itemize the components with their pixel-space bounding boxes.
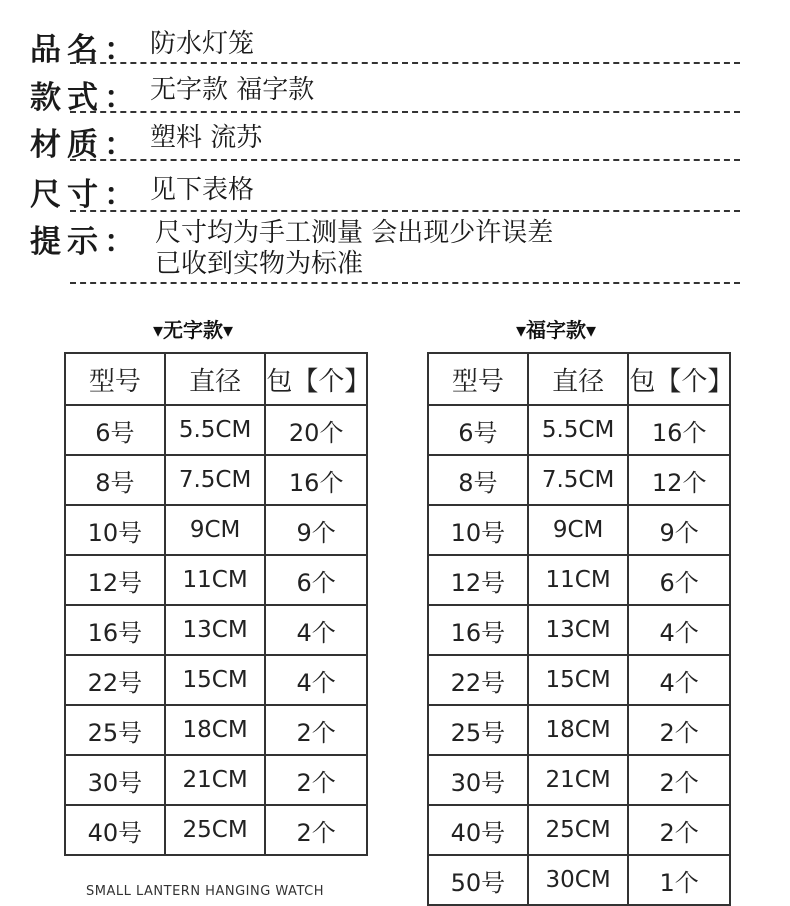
table-row <box>428 755 730 805</box>
footer-caption: SMALL LANTERN HANGING WATCH <box>86 884 324 899</box>
model-cell: 10号 <box>65 505 165 555</box>
header-pack: 包【个】 <box>628 353 730 405</box>
model-cell: 12号 <box>428 555 528 605</box>
header-diameter: 直径 <box>528 353 629 405</box>
qty-cell: 4个 <box>628 605 730 655</box>
note-line-1: 尺寸均为手工测量 会出现少许误差 <box>155 218 554 248</box>
table-row <box>65 805 367 855</box>
style-label: 款式： <box>30 80 141 116</box>
table-row <box>65 755 367 805</box>
qty-cell: 12个 <box>628 455 730 505</box>
qty-cell: 20个 <box>265 405 367 455</box>
qty-cell: 16个 <box>628 405 730 455</box>
divider <box>70 159 740 161</box>
diameter-cell: 13CM <box>165 605 266 655</box>
model-cell: 30号 <box>65 755 165 805</box>
diameter-cell: 13CM <box>528 605 629 655</box>
model-cell: 8号 <box>428 455 528 505</box>
table-row <box>428 505 730 555</box>
diameter-cell: 11CM <box>528 555 629 605</box>
size-label: 尺寸： <box>30 177 141 213</box>
fu-table-title: ▾福字款▾ <box>516 318 597 342</box>
fu-size-table <box>427 352 734 906</box>
diameter-cell: 15CM <box>528 655 629 705</box>
model-cell: 6号 <box>428 405 528 455</box>
diameter-cell: 15CM <box>165 655 266 705</box>
model-cell: 22号 <box>428 655 528 705</box>
model-cell: 25号 <box>428 705 528 755</box>
model-cell: 6号 <box>65 405 165 455</box>
qty-cell: 6个 <box>628 555 730 605</box>
qty-cell: 2个 <box>628 805 730 855</box>
qty-cell: 2个 <box>628 705 730 755</box>
table-row <box>428 605 730 655</box>
model-cell: 50号 <box>428 855 528 905</box>
table-row <box>428 405 730 455</box>
diameter-cell: 30CM <box>528 855 629 905</box>
diameter-cell: 7.5CM <box>165 455 266 505</box>
model-cell: 25号 <box>65 705 165 755</box>
model-cell: 10号 <box>428 505 528 555</box>
diameter-cell: 25CM <box>528 805 629 855</box>
qty-cell: 2个 <box>628 755 730 805</box>
qty-cell: 6个 <box>265 555 367 605</box>
qty-cell: 2个 <box>265 805 367 855</box>
diameter-cell: 11CM <box>165 555 266 605</box>
product-name-value: 防水灯笼 <box>150 29 255 59</box>
table-row <box>428 555 730 605</box>
model-cell: 16号 <box>65 605 165 655</box>
model-cell: 8号 <box>65 455 165 505</box>
diameter-cell: 5.5CM <box>528 405 629 455</box>
diameter-cell: 18CM <box>165 705 266 755</box>
diameter-cell: 9CM <box>528 505 629 555</box>
table-header-row <box>428 353 730 405</box>
diameter-cell: 21CM <box>165 755 266 805</box>
diameter-cell: 5.5CM <box>165 405 266 455</box>
material-value: 塑料 流苏 <box>150 123 263 153</box>
model-cell: 40号 <box>65 805 165 855</box>
model-cell: 40号 <box>428 805 528 855</box>
table-row <box>65 505 367 555</box>
model-cell: 16号 <box>428 605 528 655</box>
table-header-row <box>65 353 367 405</box>
qty-cell: 9个 <box>628 505 730 555</box>
style-value: 无字款 福字款 <box>150 75 315 105</box>
qty-cell: 4个 <box>628 655 730 705</box>
table-row <box>65 555 367 605</box>
qty-cell: 2个 <box>265 705 367 755</box>
diameter-cell: 7.5CM <box>528 455 629 505</box>
diameter-cell: 9CM <box>165 505 266 555</box>
diameter-cell: 21CM <box>528 755 629 805</box>
diameter-cell: 25CM <box>165 805 266 855</box>
table-row <box>428 855 730 905</box>
divider <box>70 62 740 64</box>
qty-cell: 9个 <box>265 505 367 555</box>
header-model: 型号 <box>65 353 165 405</box>
table-row <box>65 455 367 505</box>
product-name-label: 品名： <box>30 32 141 68</box>
divider <box>70 111 740 113</box>
plain-size-table <box>64 352 371 856</box>
size-value: 见下表格 <box>150 175 255 205</box>
model-cell: 12号 <box>65 555 165 605</box>
table-row <box>65 655 367 705</box>
material-label: 材质： <box>30 127 141 163</box>
qty-cell: 16个 <box>265 455 367 505</box>
table-row <box>428 655 730 705</box>
plain-table-title: ▾无字款▾ <box>153 318 234 342</box>
model-cell: 30号 <box>428 755 528 805</box>
table-row <box>65 405 367 455</box>
qty-cell: 1个 <box>628 855 730 905</box>
qty-cell: 2个 <box>265 755 367 805</box>
header-pack: 包【个】 <box>265 353 367 405</box>
table-row <box>65 705 367 755</box>
divider <box>70 210 740 212</box>
table-row <box>65 605 367 655</box>
model-cell: 22号 <box>65 655 165 705</box>
diameter-cell: 18CM <box>528 705 629 755</box>
header-model: 型号 <box>428 353 528 405</box>
divider <box>70 282 740 284</box>
note-line-2: 已收到实物为标准 <box>155 249 364 279</box>
note-label: 提示： <box>30 224 141 260</box>
table-row <box>428 705 730 755</box>
table-row <box>428 805 730 855</box>
header-diameter: 直径 <box>165 353 266 405</box>
qty-cell: 4个 <box>265 655 367 705</box>
qty-cell: 4个 <box>265 605 367 655</box>
table-row <box>428 455 730 505</box>
